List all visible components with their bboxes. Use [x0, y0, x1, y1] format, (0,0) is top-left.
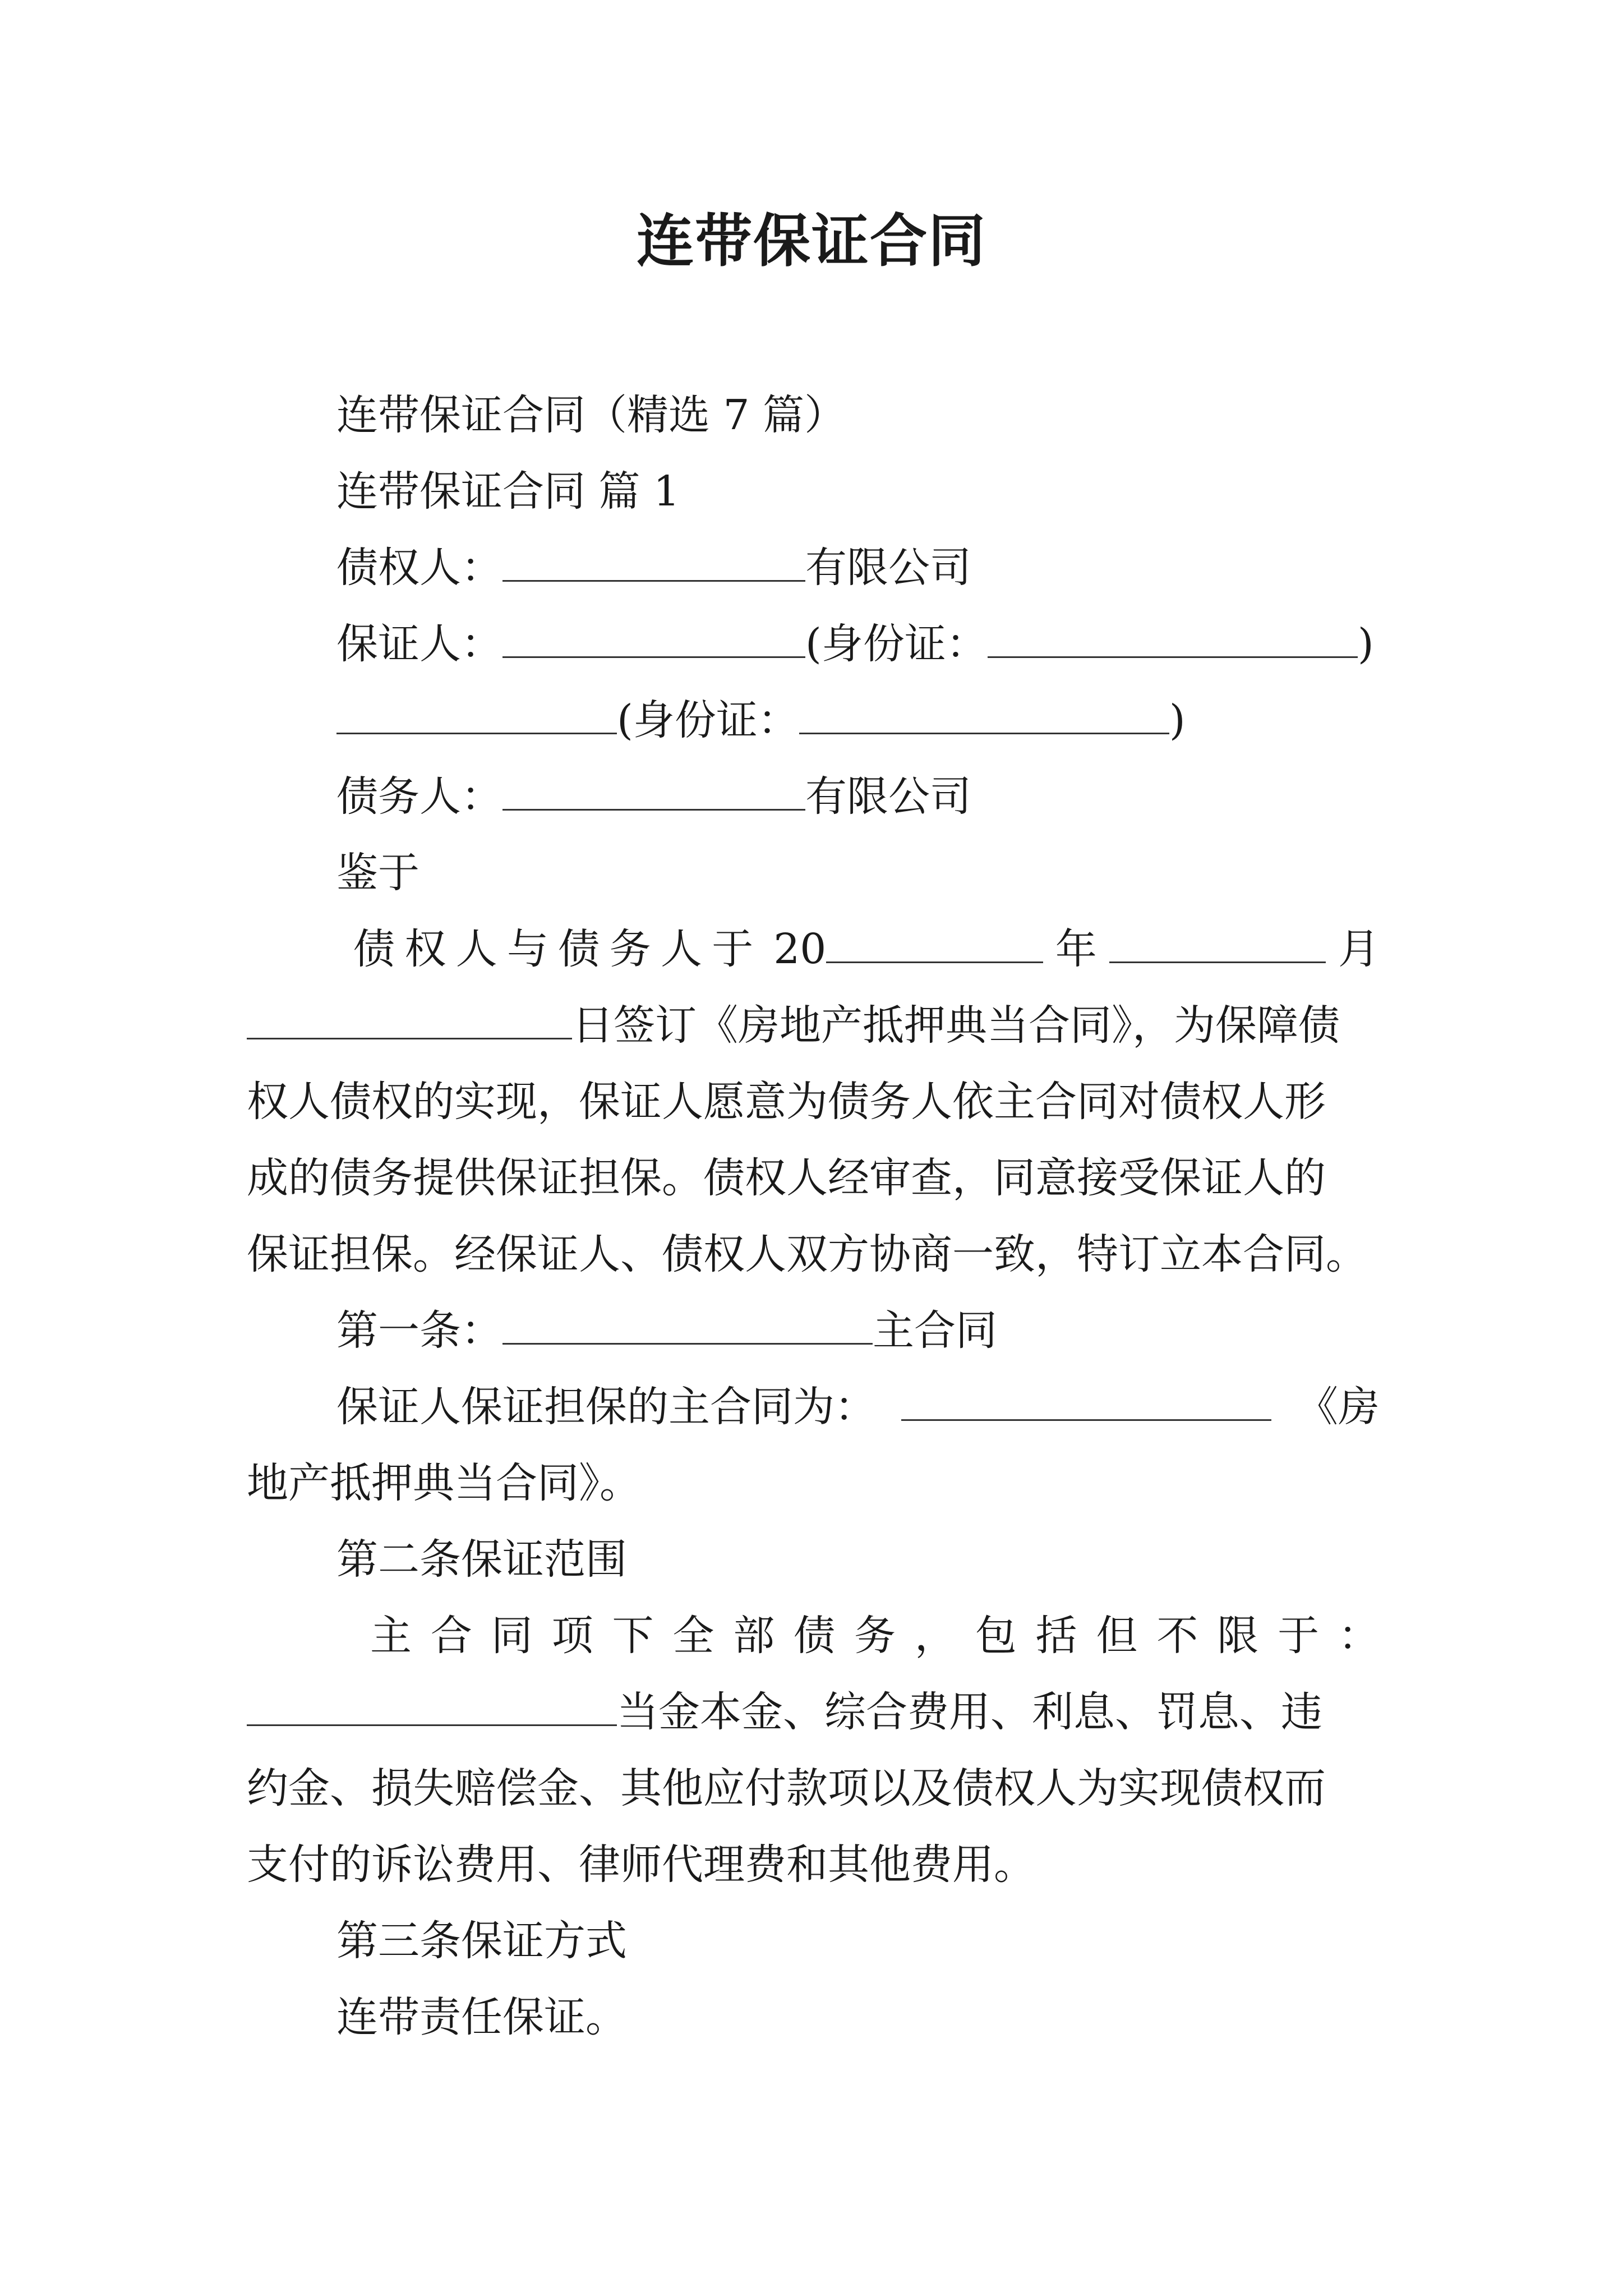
article2-heading: 第二条保证范围	[336, 1535, 627, 1584]
section-heading: 连带保证合同 篇 1	[336, 467, 680, 516]
creditor-suffix: 有限公司	[805, 544, 971, 592]
article1-blank[interactable]	[502, 1306, 873, 1345]
char: 于	[712, 925, 754, 973]
whereas-line-5: 保证担保。经保证人、债权人双方协商一致，特订立本合同。	[247, 1230, 1367, 1278]
article2-line-1	[370, 1608, 1380, 1664]
char: 务	[609, 925, 651, 973]
guarantor2-id-open: (身份证：	[617, 696, 799, 744]
main-contract-blank[interactable]	[901, 1382, 1271, 1421]
whereas-line-1	[353, 921, 1380, 977]
article3-heading: 第三条保证方式	[336, 1917, 627, 1965]
creditor-label: 债权人：	[336, 544, 502, 592]
month-label: 月	[1338, 925, 1380, 973]
whereas-line-3: 权人债权的实现，保证人愿意为债务人依主合同对债权人形	[247, 1078, 1326, 1126]
char: 人	[660, 925, 702, 973]
article2-line-2-text: 当金本金、综合费用、利息、罚息、违	[617, 1688, 1322, 1736]
debtor-line	[336, 769, 971, 825]
char: 债	[353, 925, 395, 973]
char: 包	[975, 1612, 1017, 1660]
guarantor2-line	[336, 692, 1186, 748]
char: 务	[854, 1612, 896, 1660]
whereas-line-1-chars	[353, 921, 753, 977]
debtor-suffix: 有限公司	[805, 772, 971, 821]
whereas-line-2	[247, 997, 1340, 1053]
whereas-label: 鉴于	[336, 849, 419, 897]
article1-label: 第一条：	[336, 1306, 502, 1355]
year-blank[interactable]	[826, 924, 1043, 963]
char: 限	[1217, 1612, 1259, 1660]
intro-line: 连带保证合同（精选 7 篇）	[336, 391, 846, 439]
char: 括	[1035, 1612, 1077, 1660]
article1-heading	[336, 1303, 997, 1359]
day-blank[interactable]	[247, 1001, 572, 1039]
char: 于	[1278, 1612, 1320, 1660]
char: 合	[430, 1612, 472, 1660]
guarantor-line	[336, 616, 1374, 672]
document-title: 连带保证合同	[637, 208, 986, 275]
char: 不	[1156, 1612, 1198, 1660]
char: 但	[1096, 1612, 1138, 1660]
guarantor-label: 保证人：	[336, 620, 502, 668]
guarantor2-name-blank[interactable]	[336, 696, 617, 734]
article2-line-4: 支付的诉讼费用、律师代理费和其他费用。	[247, 1841, 1035, 1889]
article1-body-line-2: 地产抵押典当合同》。	[247, 1459, 641, 1507]
article1-body-line-1	[336, 1379, 1380, 1435]
char: 项	[551, 1612, 593, 1660]
char: 债	[558, 925, 600, 973]
guarantor-id-blank[interactable]	[988, 619, 1358, 658]
char: ，	[914, 1612, 956, 1660]
guarantor2-id-blank[interactable]	[799, 696, 1169, 734]
article2-line-3: 约金、损失赔偿金、其他应付款项以及债权人为实现债权而	[247, 1764, 1326, 1812]
char: 主	[370, 1612, 412, 1660]
article2-blank[interactable]	[247, 1687, 617, 1726]
guarantor2-id-close: )	[1169, 696, 1186, 744]
article2-line-2	[247, 1684, 1322, 1740]
article1-body-suffix: 《房	[1297, 1383, 1380, 1431]
creditor-line	[336, 540, 971, 596]
char: ：	[1338, 1612, 1380, 1660]
guarantor-id-close: )	[1357, 620, 1374, 668]
guarantor-id-open: (身份证：	[805, 620, 988, 668]
article1-body-prefix: 保证人保证担保的主合同为：	[336, 1383, 876, 1431]
guarantor-name-blank[interactable]	[502, 619, 805, 658]
char: 同	[491, 1612, 533, 1660]
creditor-name-blank[interactable]	[502, 543, 805, 582]
char: 部	[733, 1612, 775, 1660]
debtor-name-blank[interactable]	[502, 772, 805, 811]
article1-suffix: 主合同	[873, 1306, 997, 1355]
char: 权	[404, 925, 446, 973]
char: 全	[672, 1612, 714, 1660]
year-prefix: 20	[773, 925, 827, 973]
month-blank[interactable]	[1109, 924, 1326, 963]
year-label: 年	[1055, 925, 1097, 973]
char: 与	[506, 925, 548, 973]
char: 人	[455, 925, 497, 973]
whereas-line-2-text: 日签订《房地产抵押典当合同》，为保障债	[572, 1001, 1340, 1050]
char: 债	[794, 1612, 836, 1660]
whereas-line-4: 成的债务提供保证担保。债权人经审查，同意接受保证人的	[247, 1154, 1326, 1202]
article3-body: 连带责任保证。	[336, 1993, 627, 2041]
debtor-label: 债务人：	[336, 772, 502, 821]
char: 下	[612, 1612, 654, 1660]
